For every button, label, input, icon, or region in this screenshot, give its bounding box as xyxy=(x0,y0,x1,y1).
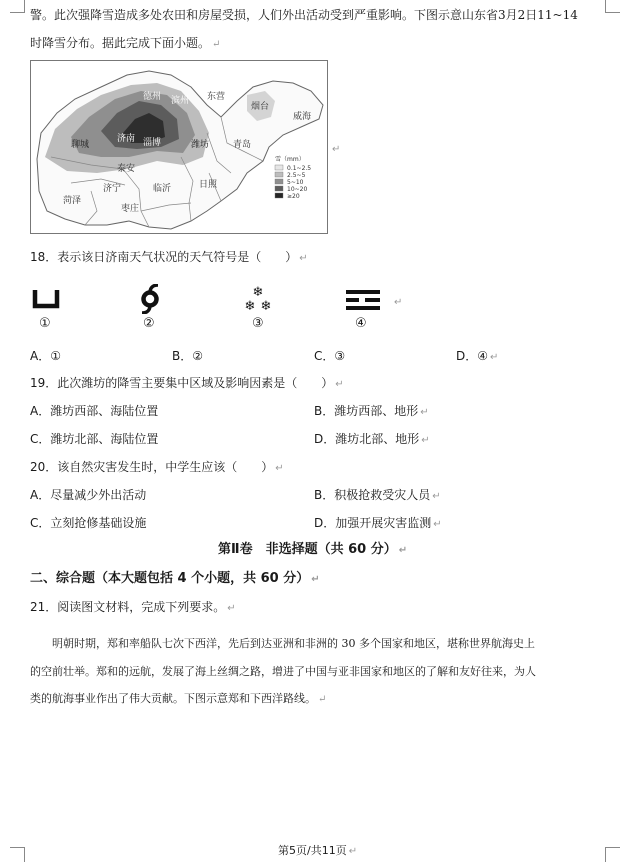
svg-text:❄: ❄ xyxy=(252,285,264,300)
q21-stem-text: 21．阅读图文材料，完成下列要求。 xyxy=(30,600,226,614)
intro-line-2-text: 时降雪分布。据此完成下面小题。 xyxy=(30,36,211,50)
city-label-liaocheng: 聊城 xyxy=(71,140,90,150)
snowfall-map xyxy=(30,60,328,234)
return-mark: ↵ xyxy=(421,435,430,446)
q20-option-c: C．立刻抢修基础设施 xyxy=(30,516,147,530)
city-label-jining: 济宁 xyxy=(103,184,122,194)
q18-option-d xyxy=(456,348,498,366)
intro-line-2 xyxy=(30,35,220,53)
return-mark: ↵ xyxy=(275,463,284,474)
q19-stem-text: 19．此次潍坊的降雪主要集中区域及影响因素是（ ） xyxy=(30,376,334,390)
city-label-qingdao: 青岛 xyxy=(233,140,252,150)
return-mark: ↵ xyxy=(332,144,341,155)
legend-title: 雪（mm） xyxy=(275,156,305,163)
symbol-label-2: ② xyxy=(143,316,155,331)
q19-option-d-text: D．潍坊北部、地形 xyxy=(314,432,420,446)
legend-label-2: 2.5~5 xyxy=(287,172,306,179)
page-corner-mark-bottom-right xyxy=(605,847,620,862)
svg-text:❄: ❄ xyxy=(244,299,256,314)
q18-option-b: B．② xyxy=(172,349,203,363)
city-label-dezhou: 德州 xyxy=(143,92,162,102)
page-number-text: 第5页/共11页 xyxy=(278,844,347,857)
return-mark: ↵ xyxy=(212,39,221,50)
legend-label-1: 0.1~2.5 xyxy=(287,165,312,172)
q20-option-b xyxy=(314,487,441,505)
typhoon-symbol-icon xyxy=(138,284,162,314)
legend-swatch-3 xyxy=(275,179,283,184)
q21-paragraph-line-3 xyxy=(30,691,326,708)
q19-stem xyxy=(30,375,344,393)
q18-stem-text: 18．表示该日济南天气状况的天气符号是（ ） xyxy=(30,250,298,264)
fog-symbol-icon xyxy=(346,289,382,311)
return-mark: ↵ xyxy=(348,846,358,857)
svg-text:❄: ❄ xyxy=(260,299,272,314)
q19-option-c: C．潍坊北部、海陆位置 xyxy=(30,432,159,446)
return-mark: ↵ xyxy=(394,297,403,308)
section-2-title-text: 第Ⅱ卷 非选择题（共 60 分） xyxy=(218,542,397,557)
q19-option-b-text: B．潍坊西部、地形 xyxy=(314,404,419,418)
q20-option-b-text: B．积极抢救受灾人员 xyxy=(314,488,431,502)
return-mark: ↵ xyxy=(311,574,320,585)
section-2-heading xyxy=(30,570,320,588)
map-legend xyxy=(275,155,311,200)
page-number xyxy=(278,843,357,860)
page-corner-mark-top-right xyxy=(605,0,620,13)
city-label-binzhou: 滨州 xyxy=(171,96,190,106)
page-corner-mark-bottom-left xyxy=(10,847,25,862)
q18-option-c: C．③ xyxy=(314,349,346,363)
q18-option-a: A．① xyxy=(30,349,61,363)
legend-label-4: 10~20 xyxy=(287,186,308,193)
q19-option-a: A．潍坊西部、海陆位置 xyxy=(30,404,159,418)
sandstorm-symbol-icon xyxy=(32,288,60,310)
return-mark: ↵ xyxy=(432,491,441,502)
return-mark: ↵ xyxy=(420,407,429,418)
symbol-label-4: ④ xyxy=(355,316,367,331)
city-label-zaozhuang: 枣庄 xyxy=(121,204,140,214)
q21-stem xyxy=(30,599,236,617)
legend-swatch-1 xyxy=(275,165,283,170)
city-label-jinan: 济南 xyxy=(117,134,136,144)
city-label-zibo: 淄博 xyxy=(143,138,162,148)
city-label-heze: 菏泽 xyxy=(63,196,82,206)
return-mark: ↵ xyxy=(335,379,344,390)
return-mark: ↵ xyxy=(227,603,236,614)
city-label-dongying: 东营 xyxy=(207,92,226,102)
return-mark: ↵ xyxy=(490,352,499,363)
q19-option-b xyxy=(314,403,429,421)
symbol-label-1: ① xyxy=(39,316,51,331)
legend-swatch-4 xyxy=(275,186,283,191)
section-2-title xyxy=(218,541,407,559)
q21-paragraph-line-2: 的空前壮举。郑和的远航，发展了海上丝绸之路，增进了中国与亚非国家和地区的了解和友好往来，为人 xyxy=(30,665,536,678)
city-label-yantai: 烟台 xyxy=(251,102,270,112)
q19-option-d xyxy=(314,431,430,449)
q21-paragraph-line-1: 明朝时期，郑和率船队七次下西洋，先后到达亚洲和非洲的 30 多个国家和地区，堪称世界航海史上 xyxy=(52,637,535,650)
q20-option-d-text: D．加强开展灾害监测 xyxy=(314,516,432,530)
snow-symbol-icon xyxy=(242,284,274,314)
q18-option-d-text: D．④ xyxy=(456,349,488,363)
legend-label-5: ≥20 xyxy=(287,193,300,200)
city-label-weifang: 潍坊 xyxy=(191,140,210,150)
q21-paragraph-line-3-text: 类的航海事业作出了伟大贡献。下图示意郑和下西洋路线。 xyxy=(30,692,316,705)
q20-stem xyxy=(30,459,284,477)
legend-swatch-2 xyxy=(275,172,283,177)
legend-label-3: 5~10 xyxy=(287,179,304,186)
return-mark: ↵ xyxy=(318,694,327,705)
city-label-linyi: 临沂 xyxy=(153,184,172,194)
q20-option-d xyxy=(314,515,442,533)
city-label-taian: 泰安 xyxy=(117,164,136,174)
intro-line-1: 警。此次强降雪造成多处农田和房屋受损，人们外出活动受到严重影响。下图示意山东省3月2日11~14 xyxy=(30,8,578,22)
page-corner-mark-top-left xyxy=(10,0,25,13)
q18-stem xyxy=(30,249,308,267)
section-2-heading-text: 二、综合题（本大题包括 4 个小题，共 60 分） xyxy=(30,571,310,586)
symbol-label-3: ③ xyxy=(252,316,264,331)
return-mark: ↵ xyxy=(299,253,308,264)
q20-option-a: A．尽量减少外出活动 xyxy=(30,488,147,502)
legend-swatch-5 xyxy=(275,193,283,198)
city-label-weihai: 威海 xyxy=(293,112,312,122)
city-label-rizhao: 日照 xyxy=(199,180,218,190)
return-mark: ↵ xyxy=(433,519,442,530)
q20-stem-text: 20．该自然灾害发生时，中学生应该（ ） xyxy=(30,460,274,474)
return-mark: ↵ xyxy=(398,545,408,556)
shandong-map-svg xyxy=(31,61,327,233)
